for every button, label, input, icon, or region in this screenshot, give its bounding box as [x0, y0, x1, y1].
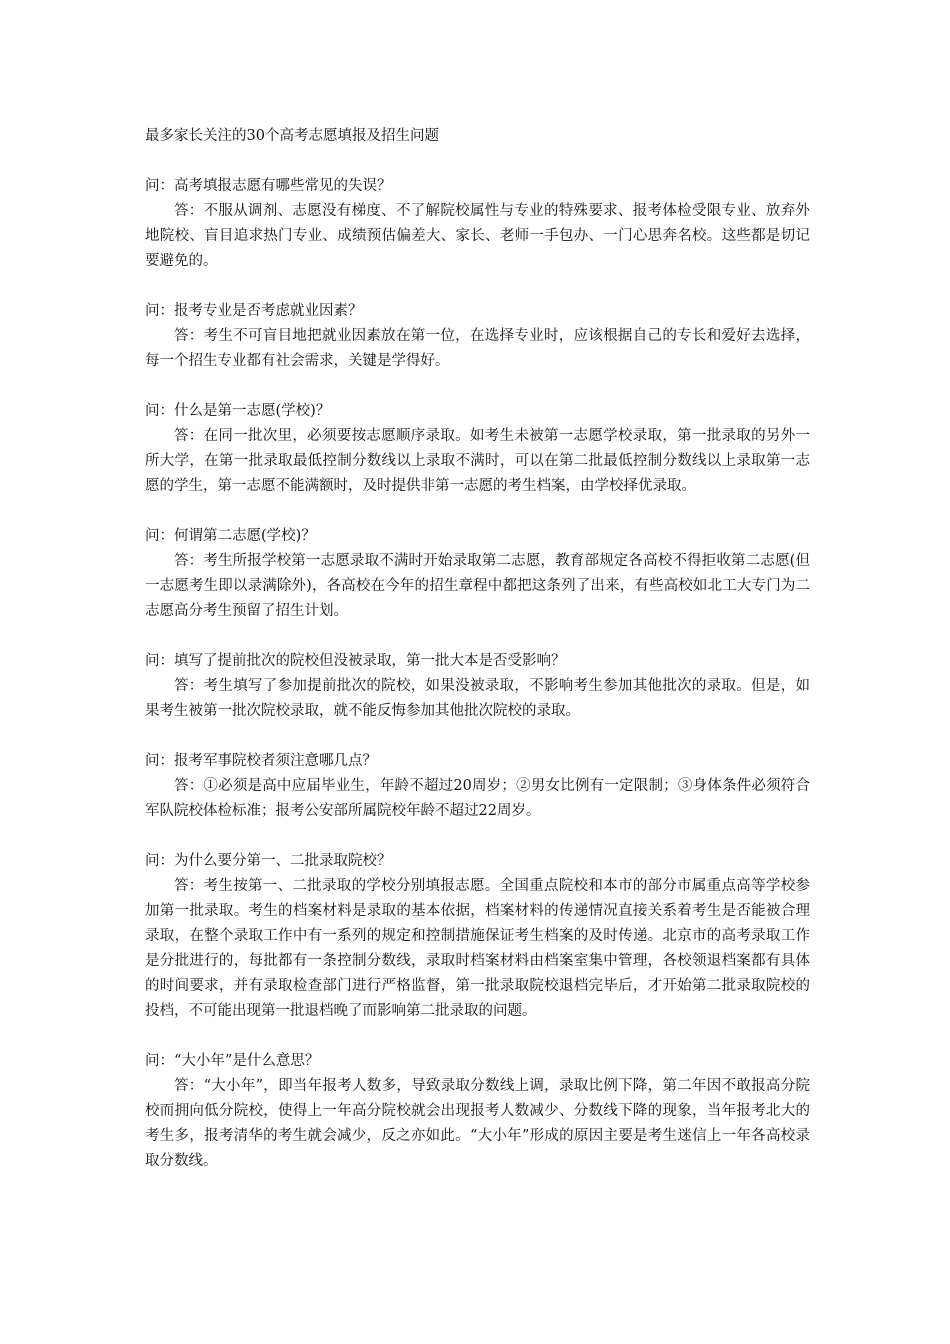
answer-text: 答：在同一批次里，必须要按志愿顺序录取。如考生未被第一志愿学校录取，第一批录取的另外一所大学，在第一批录取最低控制分数线以上录取不满时，可以在第二批最低控制分数线以上录取第一志愿的学生，第一志愿不能满额时，及时提供非第一志愿的考生档案，由学校择优录取。 [145, 428, 810, 494]
qa-item [145, 299, 810, 374]
question-text: 问：报考专业是否考虑就业因素？ [145, 303, 363, 319]
question-text: 问：报考军事院校者须注意哪几点？ [145, 753, 377, 769]
document-page [145, 124, 810, 1199]
answer-text: 答：①必须是高中应届毕业生，年龄不超过20周岁；②男女比例有一定限制；③身体条件必须符合军队院校体检标准；报考公安部所属院校年龄不超过22周岁。 [145, 778, 810, 819]
answer-text: 答：考生按第一、二批录取的学校分别填报志愿。全国重点院校和本市的部分市属重点高等学校参加第一批录取。考生的档案材料是录取的基本依据，档案材料的传递情况直接关系着考生是否能被合理录取，在整个录取工作中有一系列的规定和控制措施保证考生档案的及时传递。北京市的高考录取工作是分批进行的，每批都有一条控制分数线，录取时档案材料由档案室集中管理，各校领退档案都有具体的时间要求，并有录取检查部门进行严格监督，第一批录取院校退档完毕后，才开始第二批录取院校的投档，不可能出现第一批退档晚了而影响第二批录取的问题。 [145, 878, 810, 1019]
qa-item [145, 849, 810, 1024]
qa-item [145, 649, 810, 724]
question-text: 问：为什么要分第一、二批录取院校？ [145, 853, 392, 869]
qa-item [145, 524, 810, 624]
question-text: 问：“大小年”是什么意思？ [145, 1053, 320, 1069]
document-title: 最多家长关注的30个高考志愿填报及招生问题 [145, 128, 439, 144]
answer-text: 答：考生不可盲目地把就业因素放在第一位，在选择专业时，应该根据自己的专长和爱好去选择，每一个招生专业都有社会需求，关键是学得好。 [145, 328, 810, 369]
qa-item [145, 399, 810, 499]
question-text: 问：何谓第二志愿(学校)？ [145, 528, 316, 544]
qa-item [145, 749, 810, 824]
answer-text: 答：考生所报学校第一志愿录取不满时开始录取第二志愿，教育部规定各高校不得拒收第二志愿(但一志愿考生即以录满除外)，各高校在今年的招生章程中都把这条列了出来，有些高校如北工大专门为二志愿高分考生预留了招生计划。 [145, 553, 810, 619]
qa-item [145, 174, 810, 274]
question-text: 问：高考填报志愿有哪些常见的失误？ [145, 178, 392, 194]
answer-text: 答：不服从调剂、志愿没有梯度、不了解院校属性与专业的特殊要求、报考体检受限专业、放弃外地院校、盲目追求热门专业、成绩预估偏差大、家长、老师一手包办、一门心思奔名校。这些都是切记要避免的。 [145, 203, 810, 269]
qa-item [145, 1049, 810, 1174]
answer-text: 答：“大小年”，即当年报考人数多，导致录取分数线上调，录取比例下降，第二年因不敢报高分院校而拥向低分院校，使得上一年高分院校就会出现报考人数减少、分数线下降的现象，当年报考北大的考生多，报考清华的考生就会减少，反之亦如此。“大小年”形成的原因主要是考生迷信上一年各高校录取分数线。 [145, 1078, 810, 1169]
question-text: 问：什么是第一志愿(学校)？ [145, 403, 331, 419]
question-text: 问：填写了提前批次的院校但没被录取，第一批大本是否受影响？ [145, 653, 566, 669]
answer-text: 答：考生填写了参加提前批次的院校，如果没被录取，不影响考生参加其他批次的录取。但是，如果考生被第一批次院校录取，就不能反悔参加其他批次院校的录取。 [145, 678, 810, 719]
